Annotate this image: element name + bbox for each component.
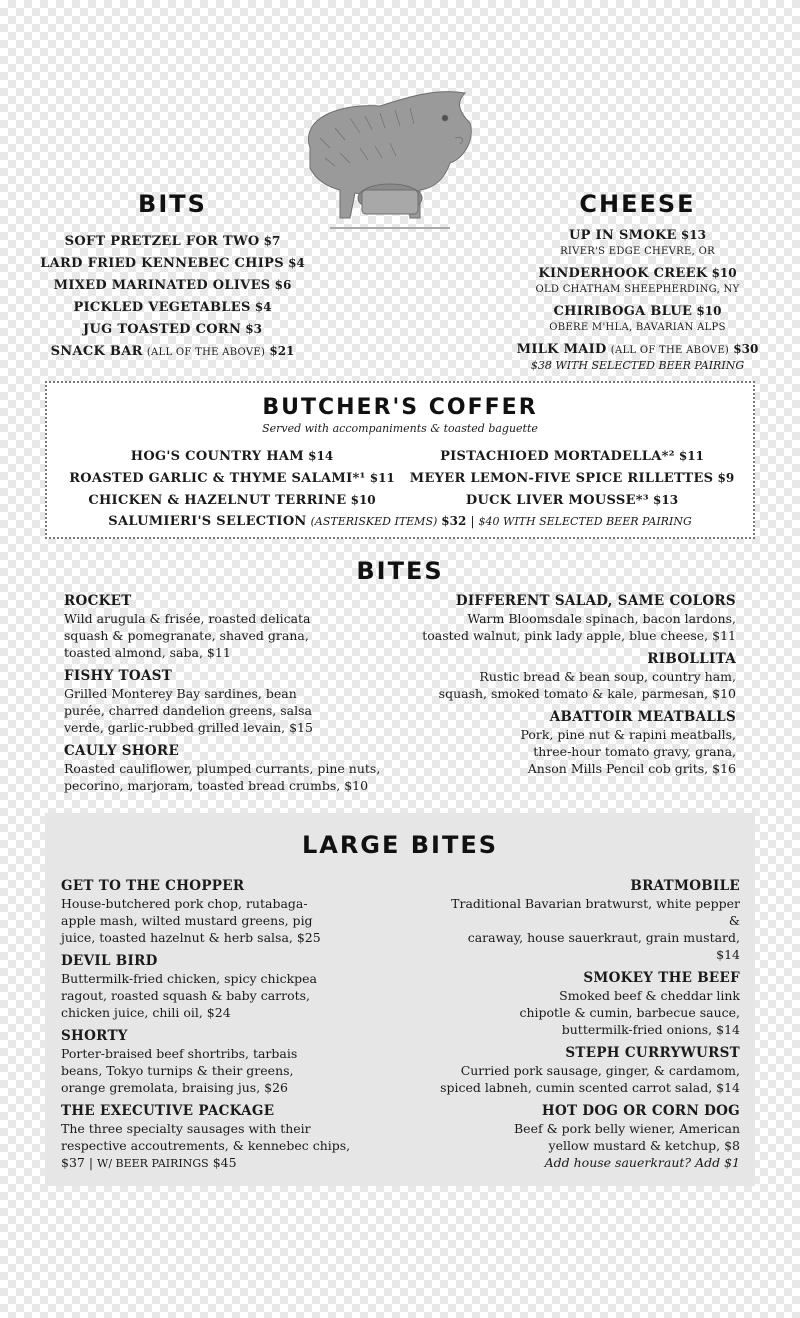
menu-item: STEPH CURRYWURST Curried pork sausage, ginger, & cardamom, spiced labneh, cumin scented carrot salad, $14 (440, 1045, 740, 1095)
menu-item: MEYER LEMON-FIVE SPICE RILLETTES $9 (409, 471, 735, 486)
bits-title: BITS (138, 190, 207, 218)
menu-item: CHICKEN & HAZELNUT TERRINE $10 (88, 493, 376, 508)
bites-title: BITES (356, 557, 444, 585)
menu-item: ROASTED GARLIC & THYME SALAMI*¹ $11 (69, 471, 395, 486)
menu-item: SNACK BAR (ALL OF THE ABOVE) $21 (50, 344, 295, 359)
menu-item: RIBOLLITA Rustic bread & bean soup, country ham, squash, smoked tomato & kale, parmesan, $10 (438, 651, 736, 701)
menu-item: DIFFERENT SALAD, SAME COLORS Warm Bloomsdale spinach, bacon lardons, toasted walnut, pink lady apple, blue cheese, $11 (422, 593, 736, 643)
coffer-subtitle: Served with accompaniments & toasted baguette (262, 422, 538, 435)
menu-item: SHORTY Porter-braised beef shortribs, tarbais beans, Tokyo turnips & their greens, orange gremolata, braising jus, $26 (61, 1028, 298, 1095)
butchers-coffer-section (45, 381, 755, 539)
menu-item: ROCKET Wild arugula & frisée, roasted delicata squash & pomegranate, shaved grana, toasted almond, saba, $11 (64, 593, 311, 660)
large-bites-left-column (61, 877, 351, 1178)
menu-item: HOG'S COUNTRY HAM $14 (130, 449, 334, 464)
menu-item: SMOKEY THE BEEF Smoked beef & cheddar link chipotle & cumin, barbecue sauce, buttermilk-fried onions, $14 (519, 970, 740, 1037)
menu-item: ABATTOIR MEATBALLS Pork, pine nut & rapini meatballs, three-hour tomato gravy, grana, Anson Mills Pencil cob grits, $16 (520, 709, 736, 776)
coffer-title: BUTCHER'S COFFER (262, 395, 538, 420)
menu-item: CAULY SHORE Roasted cauliflower, plumped currants, pine nuts, pecorino, marjoram, toasted bread crumbs, $10 (64, 743, 381, 793)
menu-item: CHIRIBOGA BLUE $10 OBERE M'HLA, BAVARIAN ALPS (549, 304, 726, 333)
menu-item: PICKLED VEGETABLES $4 (73, 300, 272, 315)
menu-item: UP IN SMOKE $13 RIVER'S EDGE CHEVRE, OR (560, 228, 715, 257)
menu-item: BRATMOBILE Traditional Bavarian bratwurst, white pepper & caraway, house sauerkraut, grain mustard, $14 (451, 878, 740, 962)
cheese-section (500, 190, 775, 378)
menu-item: MILK MAID (ALL OF THE ABOVE) $30 $38 WITH SELECTED BEER PAIRING (516, 342, 759, 372)
coffer-left-column (67, 447, 397, 513)
menu-item: JUG TOASTED CORN $3 (83, 322, 262, 337)
large-bites-title: LARGE BITES (301, 831, 499, 859)
menu-item: SOFT PRETZEL FOR TWO $7 (64, 234, 281, 249)
menu-item: HOT DOG OR CORN DOG Beef & pork belly wiener, American yellow mustard & ketchup, $8 Add house sauerkraut? Add $1 (513, 1103, 740, 1170)
large-bites-right-column (440, 877, 740, 1177)
bites-left-column (64, 592, 384, 800)
menu-item: MIXED MARINATED OLIVES $6 (53, 278, 292, 293)
bites-right-column (420, 592, 736, 783)
coffer-right-column (407, 447, 737, 513)
bits-section (40, 190, 305, 364)
menu-item: GET TO THE CHOPPER House-butchered pork chop, rutabaga- apple mash, wilted mustard greens, pig juice, toasted hazelnut & herb salsa, $25 (61, 878, 321, 945)
menu-item: KINDERHOOK CREEK $10 OLD CHATHAM SHEEPHERDING, NY (535, 266, 740, 295)
menu-item: FISHY TOAST Grilled Monterey Bay sardines, bean purée, charred dandelion greens, salsa verde, garlic-rubbed grilled levain, $15 (64, 668, 313, 735)
menu-item: DUCK LIVER MOUSSE*³ $13 (465, 493, 679, 508)
menu-item: LARD FRIED KENNEBEC CHIPS $4 (40, 256, 305, 271)
large-bites-section (45, 813, 755, 1186)
menu-item: DEVIL BIRD Buttermilk-fried chicken, spicy chickpea ragout, roasted squash & baby carrots, chicken juice, chili oil, $24 (61, 953, 317, 1020)
cheese-title: CHEESE (579, 190, 696, 218)
menu-item: PISTACHIOED MORTADELLA*² $11 (440, 449, 704, 464)
menu-item: THE EXECUTIVE PACKAGE The three specialty sausages with their respective accoutrements, & kennebec chips, $37 | W/ BEER PAIRINGS $45 (61, 1103, 351, 1170)
salumieri-selection: SALUMIERI'S SELECTION (ASTERISKED ITEMS) $32 | $40 WITH SELECTED BEER PAIRING (108, 513, 692, 529)
